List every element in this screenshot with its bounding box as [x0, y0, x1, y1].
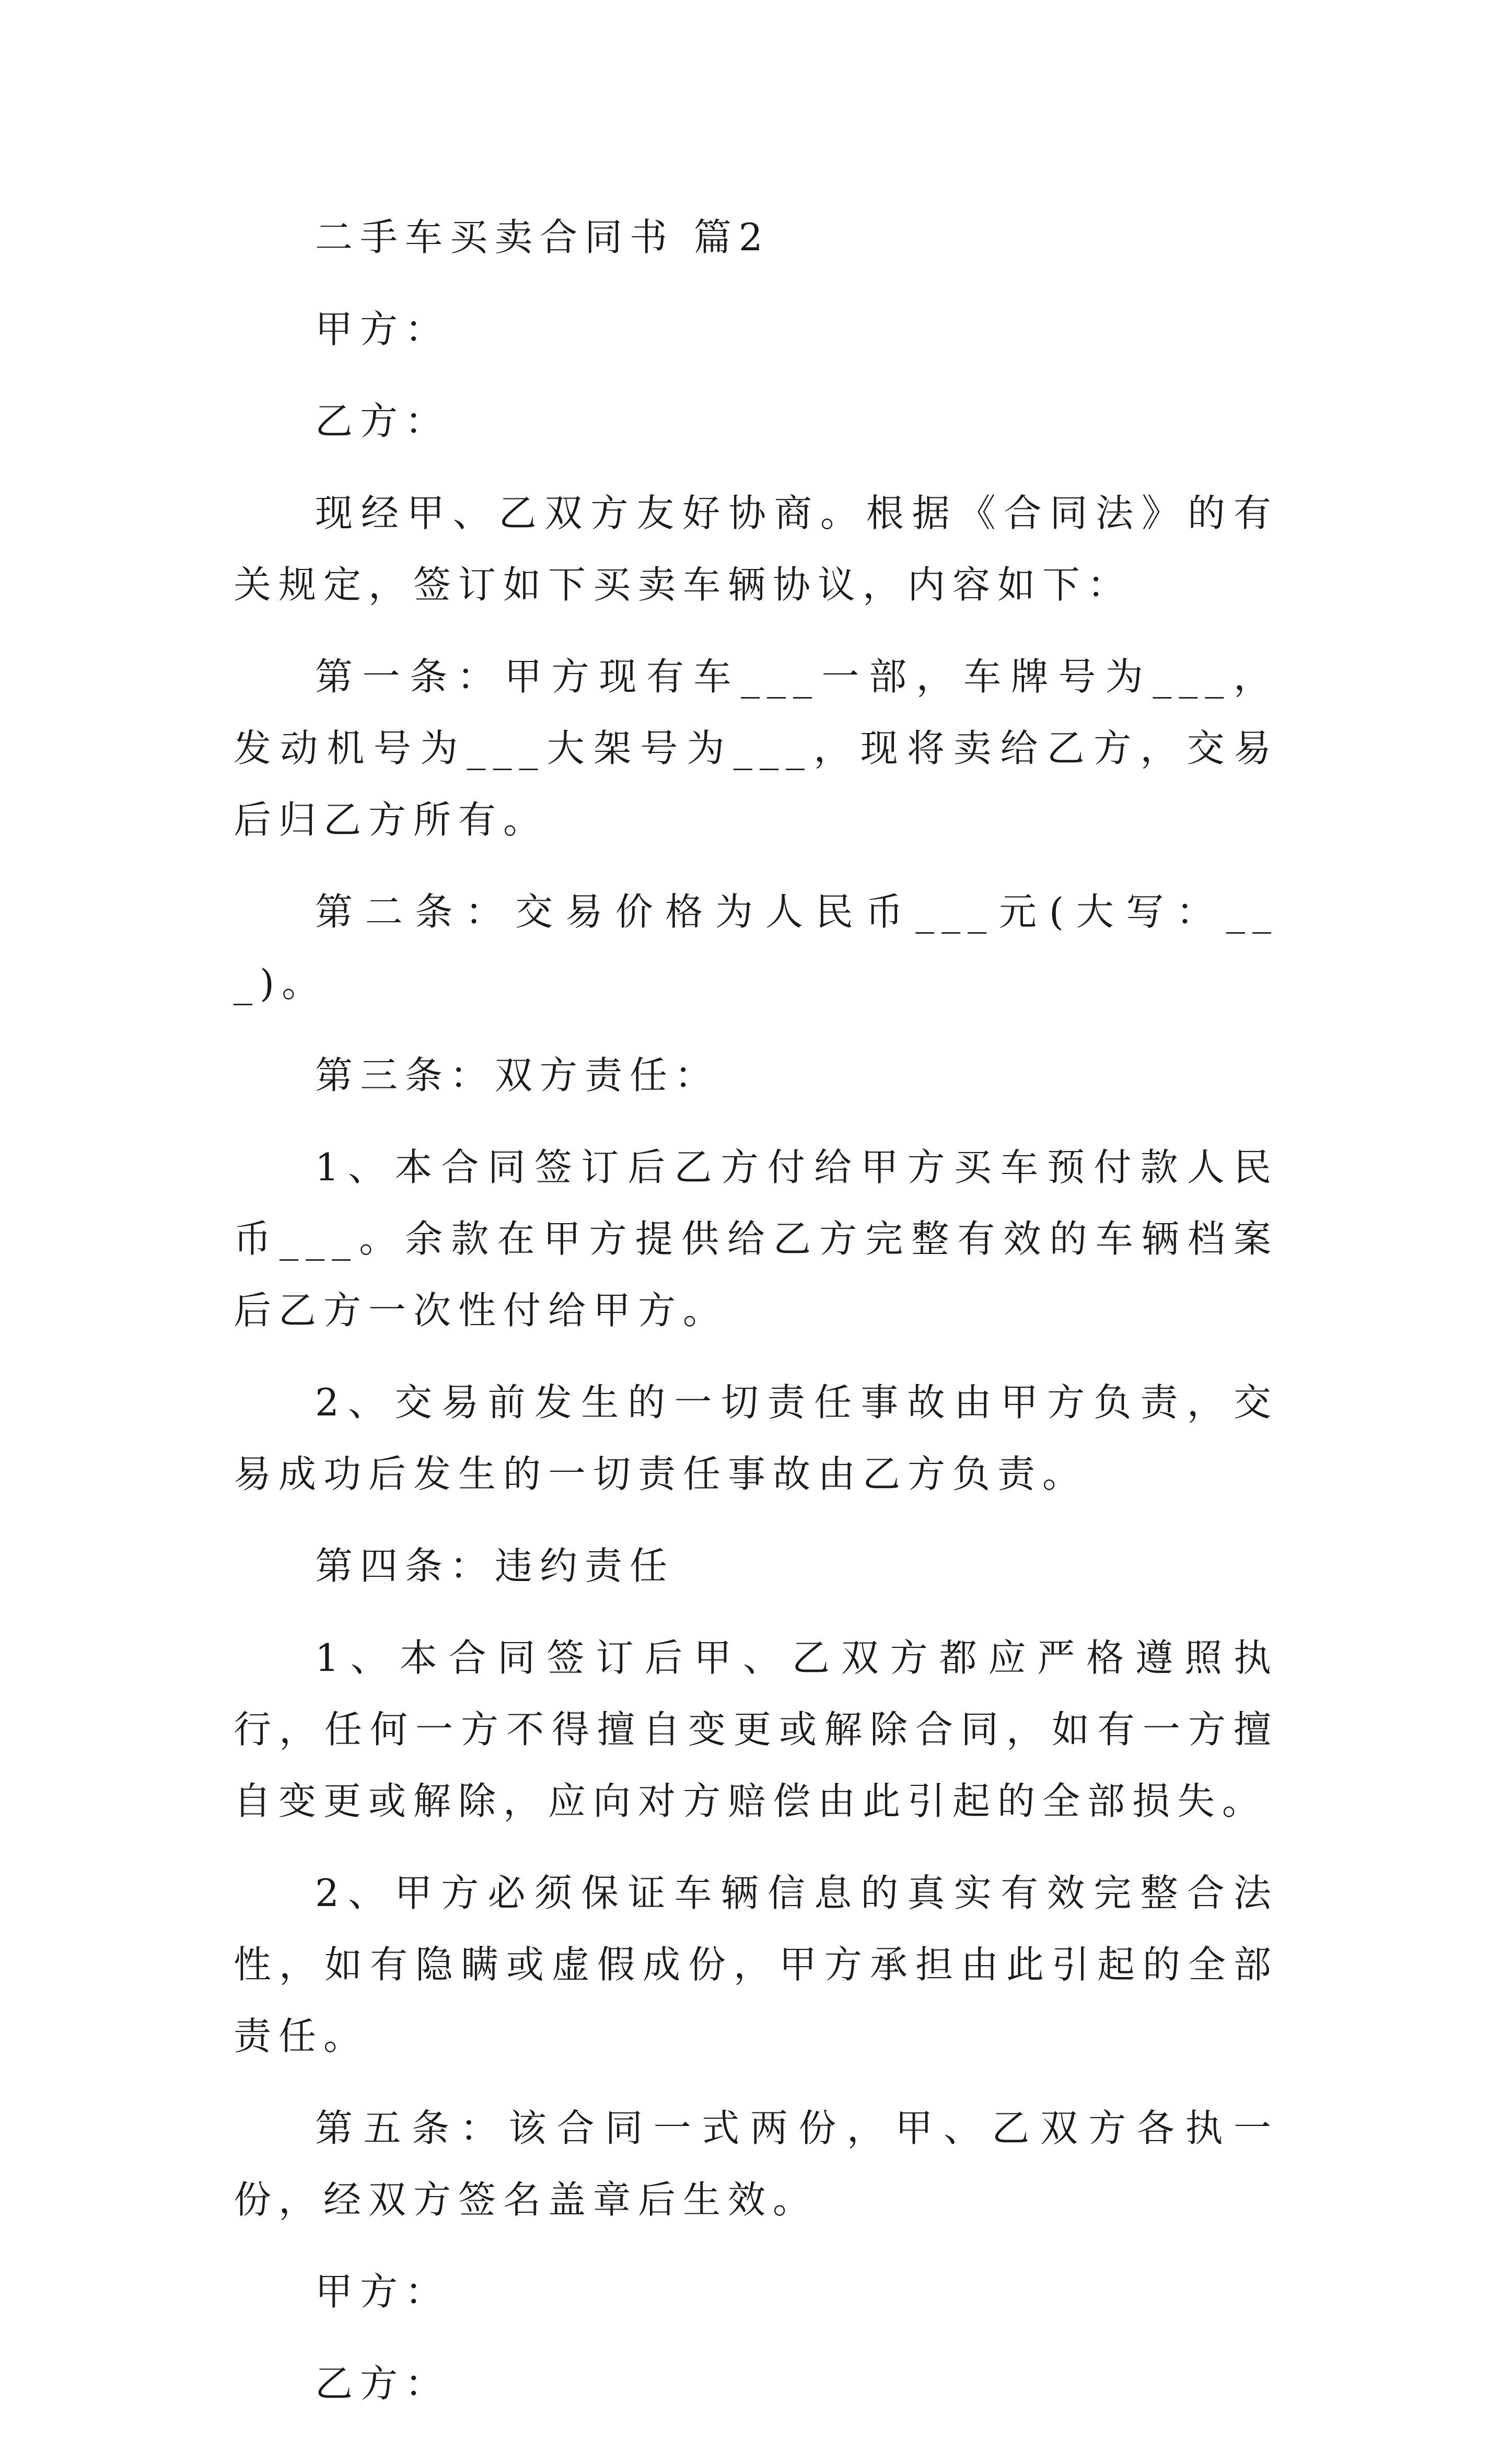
article-4-heading: 第四条：违约责任 — [315, 1544, 675, 1588]
article-4-item-2: 2、甲方必须保证车辆信息的真实有效完整合法性，如有隐瞒或虚假成份，甲方承担由此引起的全部责任。 — [234, 1871, 1278, 2058]
article-3-item-2: 2、交易前发生的一切责任事故由甲方负责，交易成功后发生的一切责任事故由乙方负责。 — [234, 1380, 1278, 1496]
article-4-item-1: 1、本合同签订后甲、乙双方都应严格遵照执行，任何一方不得擅自变更或解除合同，如有一方擅自变更或解除，应向对方赔偿由此引起的全部损失。 — [234, 1636, 1278, 1823]
intro-paragraph: 现经甲、乙双方友好协商。根据《合同法》的有关规定，签订如下买卖车辆协议，内容如下： — [234, 491, 1278, 607]
article-3-item-1: 1、本合同签订后乙方付给甲方买车预付款人民币___。余款在甲方提供给乙方完整有效的车辆档案后乙方一次性付给甲方。 — [234, 1145, 1278, 1332]
document-body — [234, 202, 1278, 2440]
signature-party-a: 甲方： — [315, 2270, 450, 2314]
party-a-label: 甲方： — [315, 307, 450, 351]
article-1: 第一条：甲方现有车___一部，车牌号为___，发动机号为___大架号为___，现将卖给乙方，交易后归乙方所有。 — [234, 655, 1278, 842]
article-3-heading: 第三条：双方责任： — [315, 1053, 720, 1097]
party-b-label: 乙方： — [315, 399, 450, 443]
signature-party-b: 乙方： — [315, 2362, 450, 2406]
article-5: 第五条：该合同一式两份，甲、乙双方各执一份，经双方签名盖章后生效。 — [234, 2106, 1278, 2222]
document-title: 二手车买卖合同书 篇2 — [315, 215, 770, 259]
article-2: 第二条：交易价格为人民币___元(大写：___)。 — [234, 890, 1278, 1005]
